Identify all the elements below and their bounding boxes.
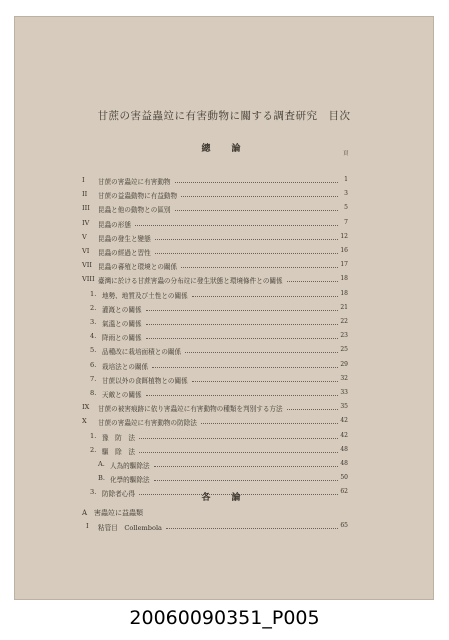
toc-leader (181, 267, 338, 268)
toc-text: 防除者心得 (102, 490, 135, 499)
toc-page: 16 (340, 247, 348, 254)
toc-page: 48 (340, 445, 348, 453)
section-heading-specific: 各 論 (201, 493, 247, 503)
toc-leader (287, 409, 338, 410)
toc-page: 3 (344, 190, 348, 198)
document-page (14, 16, 434, 600)
toc-entry (14, 290, 434, 302)
toc-page: 35 (340, 403, 348, 411)
toc-page: 1 (344, 176, 348, 183)
toc-leader (139, 452, 338, 453)
toc-number: 8. (90, 389, 97, 397)
part-a-heading (14, 508, 434, 520)
toc-page: 62 (340, 488, 348, 496)
toc-number: IX (82, 403, 90, 412)
toc-entry (14, 522, 434, 534)
toc-number: X (82, 417, 87, 426)
toc-text: 昆蟲の形態 (98, 220, 131, 229)
toc-entry (14, 432, 434, 444)
toc-number: A. (98, 460, 105, 468)
toc-page: 17 (340, 261, 348, 269)
toc-number: IV (82, 218, 90, 227)
toc-leader (155, 253, 338, 254)
toc-page: 42 (340, 417, 348, 425)
toc-page: 7 (344, 218, 348, 226)
toc-leader (154, 466, 338, 467)
toc-number: 4. (90, 332, 97, 341)
toc-leader (155, 239, 338, 240)
toc-entry (14, 389, 434, 401)
toc-page: 12 (340, 232, 348, 240)
toc-entry (14, 176, 434, 188)
toc-page: 65 (340, 522, 348, 529)
toc-entry (14, 233, 434, 245)
toc-text: 甘蔗の益蟲動物に有益動物 (98, 192, 178, 201)
toc-text: 品種改に栽培面積との關係 (102, 348, 182, 357)
toc-number: VII (82, 261, 92, 270)
toc-entry (14, 261, 434, 273)
toc-text: 昆蟲の經過と習性 (98, 249, 151, 257)
toc-leader (192, 296, 338, 297)
toc-entry (14, 403, 434, 415)
toc-text: 天敵との關係 (102, 391, 142, 399)
toc-number: 5. (90, 346, 97, 355)
toc-text: 氣溫との關係 (102, 320, 142, 328)
toc-entry (14, 346, 434, 358)
toc-page: 21 (340, 303, 348, 311)
toc-page: 18 (340, 289, 348, 297)
toc-number: 6. (90, 360, 97, 369)
toc-leader (154, 480, 338, 481)
toc-leader (201, 423, 338, 424)
toc-page: 25 (340, 346, 348, 354)
toc-text: 化學的驅除法 (110, 476, 150, 485)
page-title: 甘蔗の害益蟲竝に有害動物に關する調査研究 目次 (97, 110, 351, 122)
toc-text: 甘蔗以外の食餌植物との關係 (102, 376, 188, 385)
toc-leader (146, 310, 338, 311)
toc-leader (166, 528, 338, 529)
toc-leader (146, 324, 338, 325)
toc-entry (14, 332, 434, 344)
toc-text: 驅 除 法 (102, 447, 135, 456)
toc-page: 5 (344, 204, 348, 212)
toc-entry (14, 375, 434, 387)
toc-entry (14, 247, 434, 259)
toc-text: 臺灣に於ける甘蔗害蟲の分布竝に發生狀態と環境條件との關係 (98, 277, 283, 286)
toc-page: 42 (340, 431, 348, 439)
toc-entry (14, 190, 434, 202)
toc-text: 粘管目 Collembola (98, 524, 162, 532)
toc-number: 2. (90, 445, 97, 454)
toc-number: VIII (82, 275, 95, 284)
toc-text: 栽培法との關係 (102, 362, 149, 371)
toc-entry (14, 204, 434, 216)
toc-entry (14, 219, 434, 231)
toc-text: 昆蟲の蕃殖と環境との關係 (98, 263, 178, 272)
toc-leader (287, 281, 338, 282)
toc-text: 甘蔗の害蟲竝に有害動物 (98, 178, 171, 186)
toc-entry (14, 275, 434, 287)
toc-number: 1. (90, 431, 97, 440)
toc-number: 3. (90, 318, 97, 326)
toc-leader (185, 352, 338, 353)
part-a-label: A 害蟲竝に益蟲類 (82, 509, 144, 517)
toc-leader (146, 395, 338, 396)
toc-number: I (86, 522, 89, 530)
toc-text: 昆蟲の發生と變態 (98, 234, 151, 243)
toc-text: 豫 防 法 (102, 433, 135, 442)
toc-number: 2. (90, 303, 97, 312)
toc-number: II (82, 190, 88, 199)
toc-text: 灌漑との關係 (102, 305, 142, 314)
toc-number: VI (82, 247, 90, 255)
toc-leader (175, 182, 338, 183)
toc-page: 23 (340, 332, 348, 340)
toc-text: 地勢、地質及び土性との關係 (102, 291, 188, 300)
toc-number: 1. (90, 289, 97, 298)
toc-page: 32 (340, 374, 348, 382)
toc-page: 33 (340, 389, 348, 396)
section-heading-general: 總 論 (201, 144, 247, 154)
toc-entry (14, 318, 434, 330)
toc-leader (192, 381, 338, 382)
toc-number: I (82, 176, 85, 184)
image-caption: 20060090351_P005 (129, 607, 320, 629)
toc-page: 48 (340, 460, 348, 467)
toc-number: III (82, 204, 90, 213)
toc-number: 3. (90, 488, 97, 497)
toc-page: 22 (340, 318, 348, 325)
toc-leader (175, 210, 338, 211)
toc-entry (14, 304, 434, 316)
page-column-header: 頁 (343, 151, 349, 157)
toc-text: 甘蔗の被害痕跡に依り害蟲竝に有害動物の種類を判別する方法 (98, 405, 283, 414)
toc-entry (14, 460, 434, 472)
toc-text: 人為的驅除法 (110, 462, 150, 470)
toc-leader (152, 367, 338, 368)
toc-number: B. (98, 474, 105, 483)
toc-text: 降雨との關係 (102, 334, 142, 343)
toc-entry (14, 417, 434, 429)
toc-leader (146, 338, 338, 339)
toc-text: 甘蔗の害蟲竝に有害動物の防除法 (98, 419, 197, 428)
toc-page: 18 (340, 275, 348, 283)
toc-number: V (82, 232, 87, 241)
toc-leader (135, 225, 338, 226)
toc-entry (14, 361, 434, 373)
toc-leader (181, 196, 338, 197)
toc-entry (14, 474, 434, 486)
toc-text: 昆蟲と他の動物との區別 (98, 206, 171, 215)
toc-number: 7. (90, 374, 97, 383)
toc-page: 50 (340, 474, 348, 482)
toc-leader (139, 438, 338, 439)
toc-entry (14, 446, 434, 458)
toc-page: 29 (340, 360, 348, 368)
